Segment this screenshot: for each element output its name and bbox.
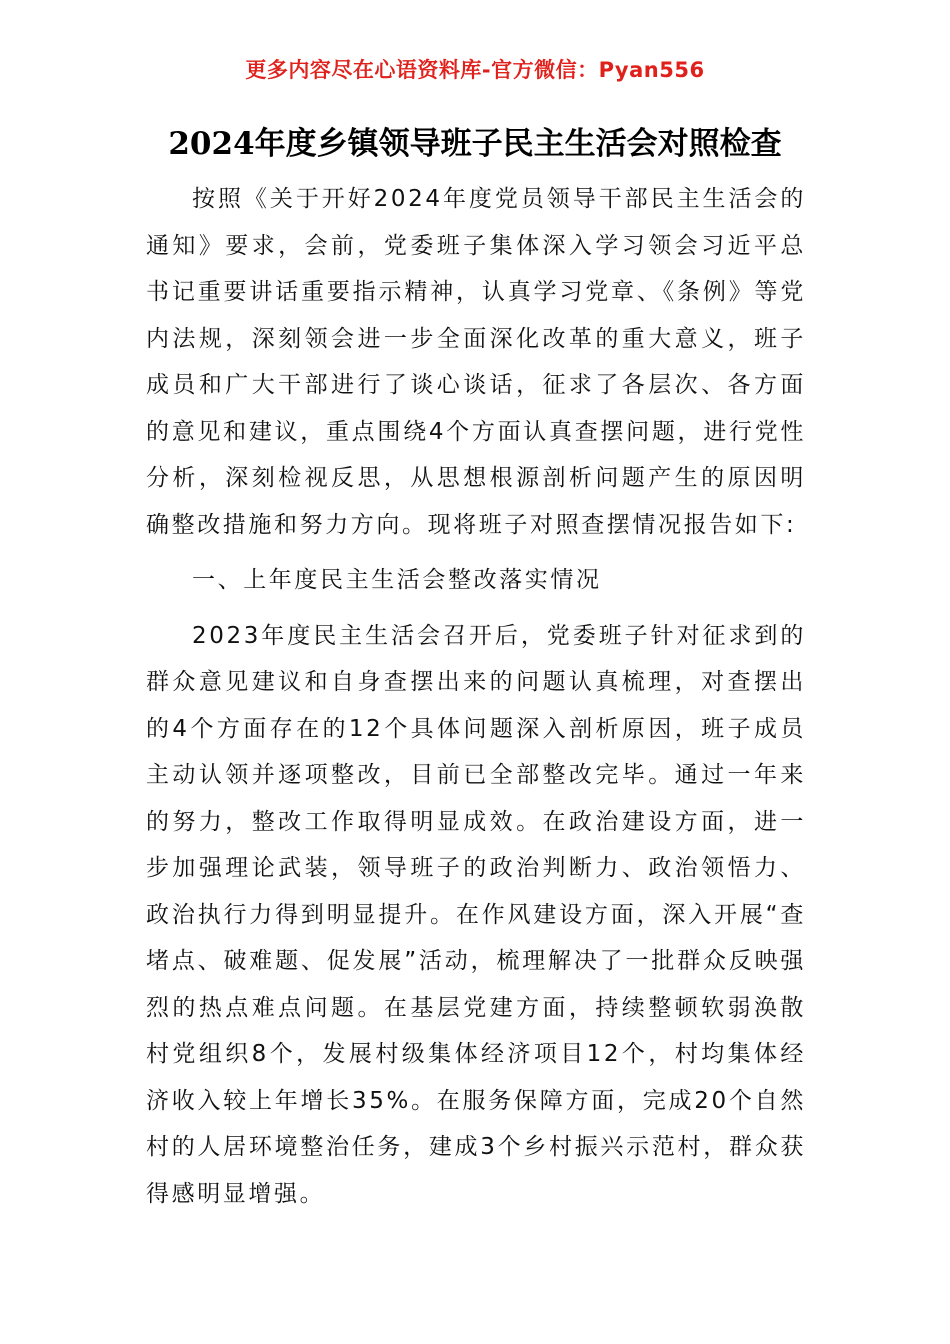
section-heading: 一、上年度民主生活会整改落实情况 [192,567,602,593]
section-paragraph: 2023年度民主生活会召开后，党委班子针对征求到的群众意见建议和自身查摆出来的问题认真梳理，对查摆出的4个方面存在的12个具体问题深入剖析原因，班子成员主动认领并逐项整改，目前已全部整改完毕。通过一年来的努力，整改工作取得明显成效。在政治建设方面，进一步加强理论武装，领导班子的政治判断力、政治领悟力、政治执行力得到明显提升。在作风建设方面，深入开展“查堵点、破难题、促发展”活动，梳理解决了一批群众反映强烈的热点难点问题。在基层党建方面，持续整顿软弱涣散村党组织8个，发展村级集体经济项目12个，村均集体经济收入较上年增长35%。在服务保障方面，完成20个自然村的人居环境整治任务，建成3个乡村振兴示范村，群众获得感明显增强。 [146,622,806,1207]
intro-paragraph: 按照《关于开好2024年度党员领导干部民主生活会的通知》要求，会前，党委班子集体深入学习领会习近平总书记重要讲话重要指示精神，认真学习党章、《条例》等党内法规，深刻领会进一步全面深化改革的重大意义，班子成员和广大干部进行了谈心谈话，征求了各层次、各方面的意见和建议，重点围绕4个方面认真查摆问题，进行党性分析，深刻检视反思，从思想根源剖析问题产生的原因明确整改措施和努力方向。现将班子对照查摆情况报告如下: [146,186,806,538]
promo-header: 更多内容尽在心语资料库-官方微信：Pyan556 [245,58,705,82]
document-title: 2024年度乡镇领导班子民主生活会对照检查 [168,126,782,162]
document-body [146,176,806,1217]
